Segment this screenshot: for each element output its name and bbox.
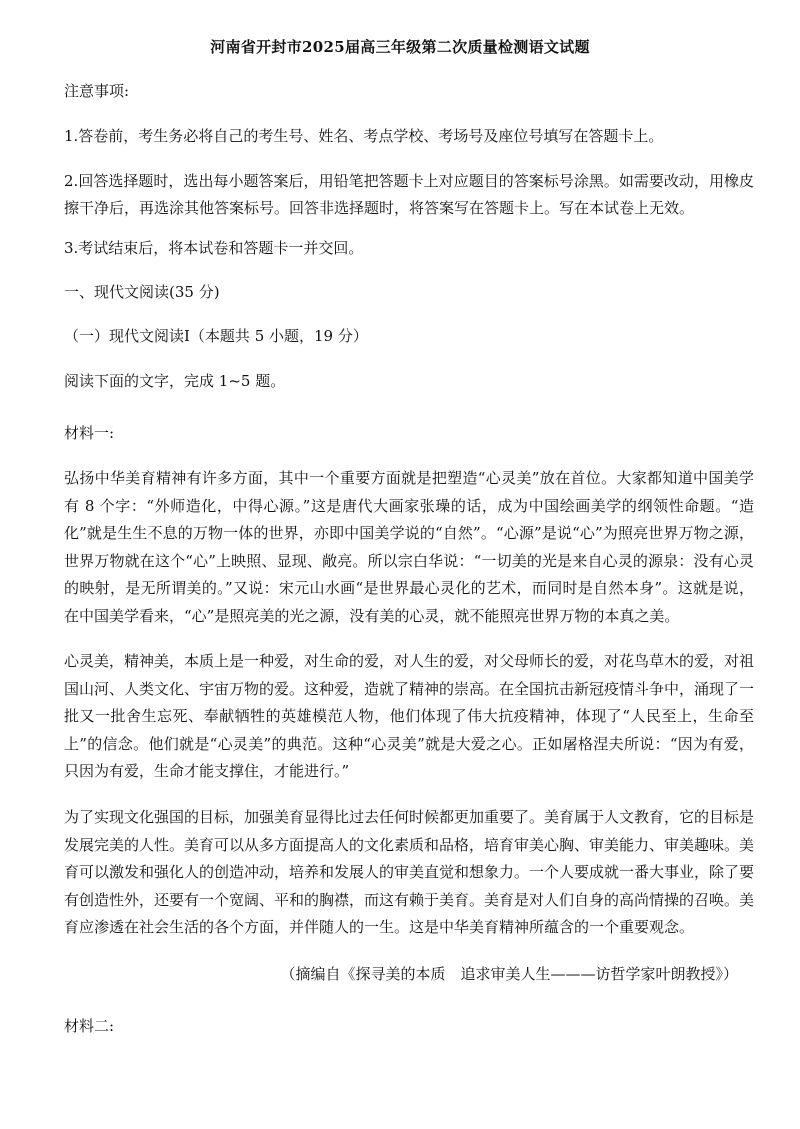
notice-item-1: 1.答卷前，考生务必将自己的考生号、姓名、考点学校、考场号及座位号填写在答题卡上。 bbox=[64, 127, 664, 145]
material-two-label: 材料二: bbox=[64, 1017, 115, 1035]
body-paragraph-3: 为了实现文化强国的目标，加强美育显得比过去任何时候都更加重要了。美育属于人文教育，它的目标是发展完美的人性。美育可以从多方面提高人的文化素质和品格，培育审美心胸、审美能力、审美趣味。美育可以激发和强化人的创造冲动，培养和发展人的审美直觉和想象力。一个人要成就一番大事业，除了要有创造性外，还要有一个宽阔、平和的胸襟，而这有赖于美育。美育是对人们自身的高尚情操的召唤。美育应渗透在社会生活的各个方面，并伴随人的一生。这是中华美育精神所蕴含的一个重要观念。 bbox=[64, 808, 755, 936]
body-paragraph-1: 弘扬中华美育精神有许多方面，其中一个重要方面就是把塑造“心灵美”放在首位。大家都知道中国美学有 8 个字：“外师造化，中得心源。”这是唐代大画家张璪的话，成为中国绘画美学的纲领性命题。“造化”就是生生不息的万物一体的世界，亦即中国美学说的“自然”。“心源”是说“心”为照亮世界万物之源，世界万物就在这个“心”上映照、显现、敞亮。所以宗白华说：“一切美的光是来自心灵的源泉：没有心灵的映射，是无所谓美的。”又说：宋元山水画“是世界最心灵化的艺术，而同时是自然本身”。这就是说，在中国美学看来，“心”是照亮美的光之源，没有美的心灵，就不能照亮世界万物的本真之美。 bbox=[64, 469, 754, 625]
source-citation: （摘编自《探寻美的本质 追求审美人生———访哲学家叶朗教授》） bbox=[280, 965, 738, 983]
section-heading: 一、现代文阅读(35 分) bbox=[64, 283, 220, 301]
body-paragraph-2: 心灵美，精神美，本质上是一种爱，对生命的爱，对人生的爱，对父母师长的爱，对花鸟草木的爱，对祖国山河、人类文化、宇宙万物的爱。这种爱，造就了精神的崇高。在全国抗击新冠疫情斗争中，涌现了一批又一批舍生忘死、奉献牺牲的英雄模范人物，他们体现了伟大抗疫精神，体现了“人民至上，生命至上”的信念。他们就是“心灵美”的典范。这种“心灵美”就是大爱之心。正如屠格涅夫所说：“因为有爱，只因为有爱，生命才能支撑住，才能进行。” bbox=[64, 652, 755, 780]
material-one-label: 材料一: bbox=[64, 424, 115, 442]
notice-item-2: 2.回答选择题时，选出每小题答案后，用铅笔把答题卡上对应题目的答案标号涂黑。如需要改动，用橡皮擦干净后，再选涂其他答案标号。回答非选择题时，将答案写在答题卡上。写在本试卷上无效。 bbox=[64, 172, 754, 217]
instruction-text: 阅读下面的文字，完成 1~5 题。 bbox=[64, 372, 286, 390]
page-title: 河南省开封市2025届高三年级第二次质量检测语文试题 bbox=[210, 38, 590, 56]
subsection-heading: （一）现代文阅读Ⅰ（本题共 5 小题，19 分） bbox=[64, 327, 368, 345]
notice-item-3: 3.考试结束后，将本试卷和答题卡一并交回。 bbox=[64, 239, 364, 257]
notice-heading: 注意事项: bbox=[64, 82, 130, 100]
